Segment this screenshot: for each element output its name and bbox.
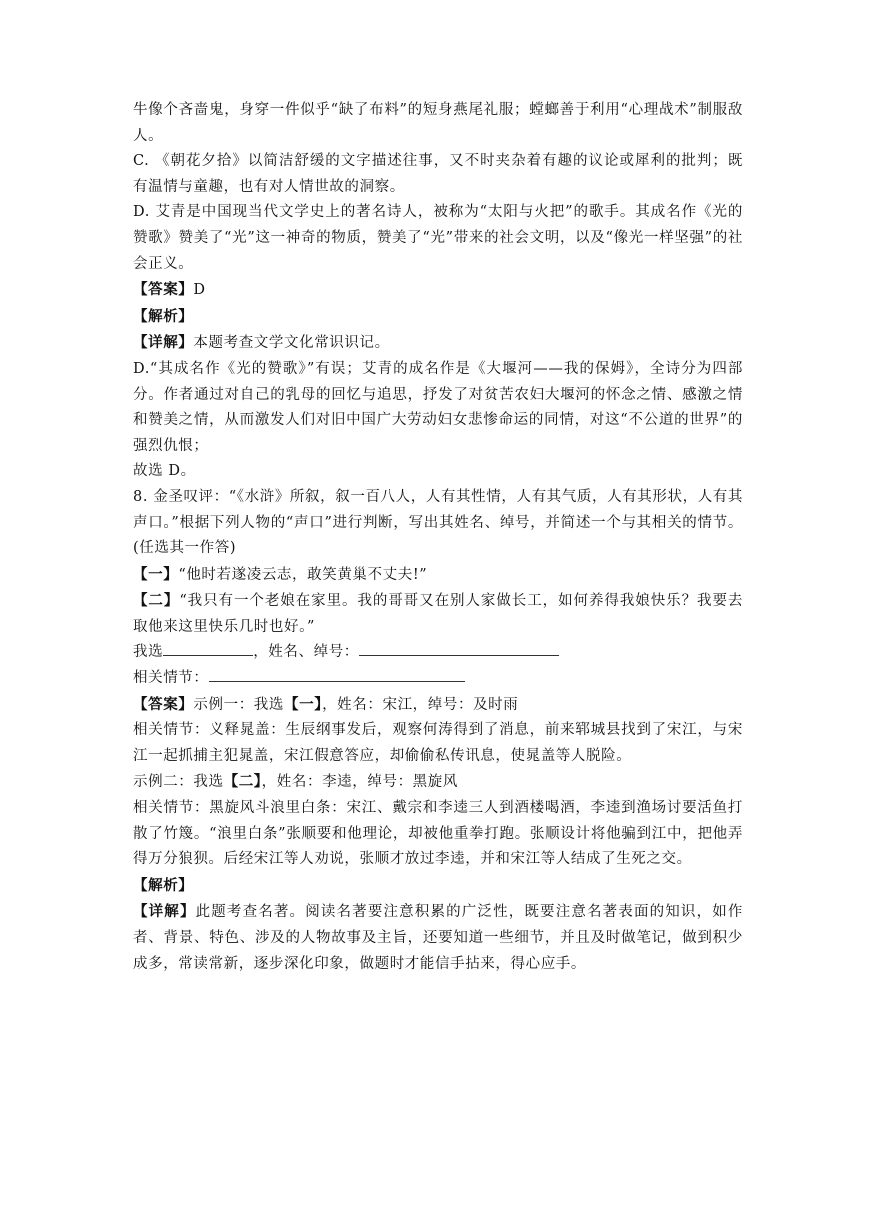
q7-detail [133,330,743,357]
option-d: D. 艾青是中国现当代文学史上的著名诗人，被称为“太阳与火把”的歌手。其成名作《光的赞歌》赞美了“光”这一神奇的物质，赞美了“光”带来的社会文明，以及“像光一样坚强”的社会正义。 [133,204,743,272]
fill-choose-label: 我选 [133,644,164,661]
q8-analysis-tag [133,873,743,900]
q7-explanation: D.“其成名作《光的赞歌》”有误；艾青的成名作是《大堰河——我的保姆》，全诗分为四部分。作者通过对自己的乳母的回忆与追思，抒发了对贫苦农妇大堰河的怀念之情、感激之情和赞美之情，从而激发人们对旧中国广大劳动妇女悲惨命运的同情，对这“不公道的世界”的强烈仇恨； [133,360,743,454]
example-2-head-b: ，姓名：李逵，绰号：黑旋风 [261,774,458,791]
detail-tag: 【详解】 [133,903,196,921]
q7-conclusion: 故选 D。 [133,463,196,480]
q8-fill-line-1 [133,640,743,666]
document-content [133,98,743,977]
choice-blank[interactable] [163,640,253,656]
analysis-tag: 【解析】 [133,876,194,894]
q7-analysis-tag [133,304,743,331]
detail-text: 此题考查名著。阅读名著要注意积累的广泛性，既要注意名著表面的知识，如作者、背景、特色、涉及的人物故事及主旨，还要知道一些细节，并且及时做笔记，做到积少成多，常读常新，逐步深化印象，做题时才能信手拈来，得心应手。 [133,904,743,972]
option-2-tag: 【二】 [133,592,180,610]
option-2-text: “我只有一个老娘在家里。我的哥哥又在别人家做长工，如何养得我娘快乐？我要去取他来这里快乐几时也好。” [133,593,743,635]
detail-tag: 【详解】 [133,334,194,352]
q8-example-1-plot: 相关情节：义释晁盖：生辰纲事发后，观察何涛得到了消息，前来郓城县找到了宋江，与宋江一起抓捕主犯晁盖，宋江假意答应，却偷偷私传讯息，使晁盖等人脱险。 [133,722,743,764]
answer-tag: 【答案】 [133,281,194,299]
q8-answer-example-1 [133,692,743,719]
q8-example-2-head [133,769,743,796]
q8-example-2-plot: 相关情节：黑旋风斗浪里白条：宋江、戴宗和李逵三人到酒楼喝酒，李逵到渔场讨要活鱼打散了竹篾。“浪里白条”张顺要和他理论，却被他重拳打跑。张顺设计将他骗到江中，把他弄得万分狼狈。后经宋江等人劝说，张顺才放过李逵，并和宋江等人结成了生死之交。 [133,800,743,868]
example-1-choice: 【一】 [284,695,323,713]
option-1-tag: 【一】 [133,565,179,583]
example-2-choice: 【二】 [223,773,262,791]
q7-answer [133,277,743,304]
answer-tag: 【答案】 [133,695,194,713]
name-nickname-blank[interactable] [359,640,559,656]
option-1-text: “他时若遂凌云志，敢笑黄巢不丈夫!” [178,566,428,583]
option-b-continuation: 牛像个吝啬鬼，身穿一件似乎“缺了布料”的短身燕尾礼服；螳螂善于利用“心理战术”制服敌人。 [133,102,743,144]
fill-plot-label: 相关情节： [133,670,209,687]
q8-option-2 [133,588,743,640]
option-c: C. 《朝花夕拾》以简洁舒缓的文字描述往事，又不时夹杂着有趣的议论或犀利的批判；既有温情与童趣，也有对人情世故的洞察。 [133,153,743,195]
q8-option-1 [133,562,743,589]
fill-name-label: ，姓名、绰号： [253,644,359,661]
plot-blank[interactable] [209,666,465,682]
example-1-head-b: ，姓名：宋江，绰号：及时雨 [322,696,519,713]
q8-detail [133,899,743,977]
answer-value: D [193,282,206,299]
q8-stem: 8. 金圣叹评：“《水浒》所叙，叙一百八人，人有其性情，人有其气质，人有其形状，人有其声口。”根据下列人物的“声口”进行判断，写出其姓名、绰号，并简述一个与其相关的情节。(任选其一作答) [133,488,743,557]
example-1-head-a: 示例一：我选 [193,696,285,713]
detail-text: 本题考查文学文化常识识记。 [193,335,390,352]
example-2-head-a: 示例二：我选 [133,774,224,791]
analysis-tag: 【解析】 [133,307,194,325]
q8-fill-line-2 [133,666,743,692]
